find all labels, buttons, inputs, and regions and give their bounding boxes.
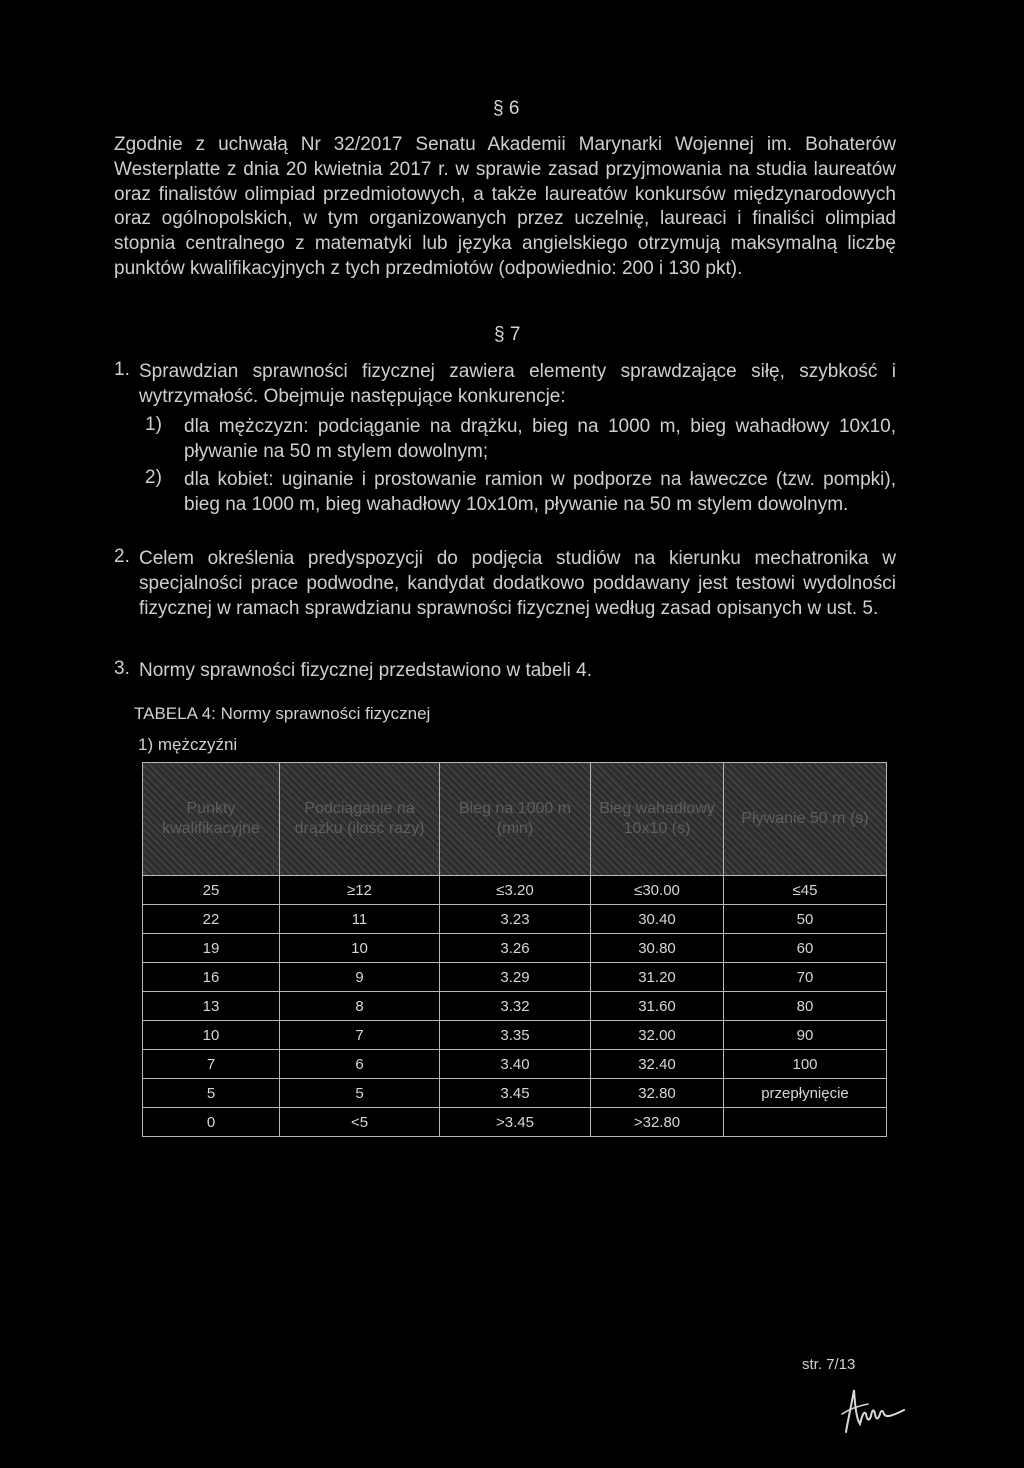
header-run-1000m: Bieg na 1000 m (min): [440, 763, 591, 876]
cell-shuttle-run: 32.40: [591, 1050, 724, 1079]
cell-swim-50m: 100: [724, 1050, 887, 1079]
cell-run-1000m: 3.26: [440, 934, 591, 963]
cell-points: 10: [143, 1021, 280, 1050]
cell-points: 5: [143, 1079, 280, 1108]
section-6-heading: § 6: [493, 98, 520, 119]
cell-swim-50m: 50: [724, 905, 887, 934]
cell-run-1000m: 3.35: [440, 1021, 591, 1050]
point-3-number: 3.: [114, 658, 130, 679]
cell-points: 19: [143, 934, 280, 963]
norms-table: [142, 762, 887, 1137]
signature-image: [838, 1380, 908, 1440]
table-row: [143, 934, 887, 963]
cell-pull-ups: 11: [280, 905, 440, 934]
cell-run-1000m: 3.23: [440, 905, 591, 934]
cell-run-1000m: 3.32: [440, 992, 591, 1021]
table-body: [143, 876, 887, 1137]
cell-swim-50m: 60: [724, 934, 887, 963]
cell-swim-50m: ≤45: [724, 876, 887, 905]
point-1-text: Sprawdzian sprawności fizycznej zawiera elementy sprawdzające siłę, szybkość i wytrzymałość. Obejmuje następujące konkurencje:: [139, 361, 896, 407]
point-1-item-1-text: dla mężczyzn: podciąganie na drążku, bieg na 1000 m, bieg wahadłowy 10x10, pływanie na 50 m stylem dowolnym;: [184, 416, 896, 462]
cell-points: 25: [143, 876, 280, 905]
point-2-text: Celem określenia predyspozycji do podjęcia studiów na kierunku mechatronika w specjalności prace podwodne, kandydat dodatkowo poddawany jest testowi wydolności fizycznej w ramach sprawdzianu sprawności fizycznej według zasad opisanych w ust. 5.: [139, 548, 896, 619]
cell-run-1000m: ≤3.20: [440, 876, 591, 905]
cell-shuttle-run: >32.80: [591, 1108, 724, 1137]
section-7-heading: § 7: [494, 324, 521, 345]
header-pull-ups: Podciąganie na drążku (ilość razy): [280, 763, 440, 876]
table-header-row: [143, 763, 887, 876]
header-swim-50m: Pływanie 50 m (s): [724, 763, 887, 876]
cell-run-1000m: >3.45: [440, 1108, 591, 1137]
cell-swim-50m: [724, 1108, 887, 1137]
cell-pull-ups: 10: [280, 934, 440, 963]
table-row: [143, 992, 887, 1021]
point-1-item-2-text: dla kobiet: uginanie i prostowanie ramion w podporze na ławeczce (tzw. pompki), bieg na 1000 m, bieg wahadłowy 10x10m, pływanie na 50 m stylem dowolnym.: [184, 469, 896, 515]
point-1-item-2-number: 2): [145, 467, 162, 488]
cell-shuttle-run: 32.00: [591, 1021, 724, 1050]
table-row: [143, 1108, 887, 1137]
table-row: [143, 1021, 887, 1050]
table-caption: TABELA 4: Normy sprawności fizycznej: [134, 704, 431, 723]
cell-shuttle-run: 30.80: [591, 934, 724, 963]
cell-pull-ups: 5: [280, 1079, 440, 1108]
cell-shuttle-run: ≤30.00: [591, 876, 724, 905]
table-subcaption: 1) mężczyźni: [138, 735, 238, 754]
header-shuttle-run: Bieg wahadłowy 10x10 (s): [591, 763, 724, 876]
cell-shuttle-run: 30.40: [591, 905, 724, 934]
page-number: str. 7/13: [802, 1356, 856, 1373]
point-1-number: 1.: [114, 359, 130, 380]
table-row: [143, 1079, 887, 1108]
cell-points: 16: [143, 963, 280, 992]
cell-shuttle-run: 31.60: [591, 992, 724, 1021]
point-1-item-1-number: 1): [145, 414, 162, 435]
cell-pull-ups: ≥12: [280, 876, 440, 905]
point-3-text: Normy sprawności fizycznej przedstawiono w tabeli 4.: [139, 660, 593, 681]
point-2-number: 2.: [114, 546, 130, 567]
cell-pull-ups: 8: [280, 992, 440, 1021]
cell-pull-ups: <5: [280, 1108, 440, 1137]
table-row: [143, 905, 887, 934]
cell-run-1000m: 3.29: [440, 963, 591, 992]
table-row: [143, 876, 887, 905]
header-points: Punkty kwalifikacyjne: [143, 763, 280, 876]
cell-points: 22: [143, 905, 280, 934]
cell-shuttle-run: 31.20: [591, 963, 724, 992]
cell-points: 13: [143, 992, 280, 1021]
cell-run-1000m: 3.45: [440, 1079, 591, 1108]
cell-pull-ups: 7: [280, 1021, 440, 1050]
table-row: [143, 963, 887, 992]
cell-pull-ups: 6: [280, 1050, 440, 1079]
table-row: [143, 1050, 887, 1079]
cell-shuttle-run: 32.80: [591, 1079, 724, 1108]
cell-swim-50m: 80: [724, 992, 887, 1021]
cell-points: 7: [143, 1050, 280, 1079]
cell-run-1000m: 3.40: [440, 1050, 591, 1079]
cell-swim-50m: 90: [724, 1021, 887, 1050]
section-6-text: Zgodnie z uchwałą Nr 32/2017 Senatu Akademii Marynarki Wojennej im. Bohaterów Westerplatte z dnia 20 kwietnia 2017 r. w sprawie zasad przyjmowania na studia laureatów oraz finalistów olimpiad przedmiotowych, a także laureatów konkursów międzynarodowych oraz ogólnopolskich, w tym organizowanych przez uczelnię, laureaci i finaliści olimpiad stopnia centralnego z matematyki lub języka angielskiego otrzymują maksymalną liczbę punktów kwalifikacyjnych z tych przedmiotów (odpowiednio: 200 i 130 pkt).: [114, 134, 896, 279]
cell-points: 0: [143, 1108, 280, 1137]
cell-swim-50m: 70: [724, 963, 887, 992]
cell-swim-50m: przepłynięcie: [724, 1079, 887, 1108]
cell-pull-ups: 9: [280, 963, 440, 992]
